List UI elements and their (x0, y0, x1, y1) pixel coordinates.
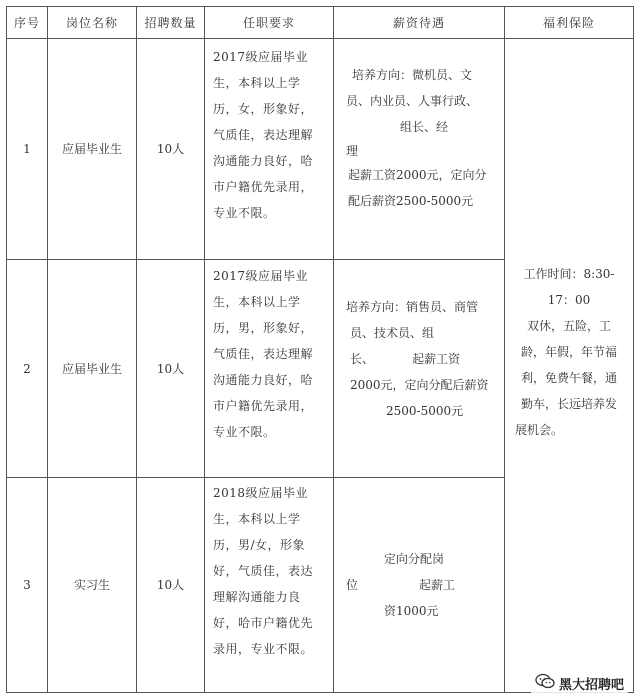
benefits-line: 利，免费午餐，通 (520, 371, 617, 385)
row2-number: 2 (23, 361, 31, 376)
salary-line: 起薪工资2000元，定向分 (348, 168, 487, 182)
row2-count: 10人 (156, 361, 185, 376)
recruitment-table (6, 6, 634, 693)
header-requirements: 任职要求 (242, 16, 295, 30)
row3-number: 3 (23, 578, 31, 592)
row3-salary (342, 546, 504, 636)
benefits-line: 工作时间：8:30- (523, 267, 615, 281)
header-count: 招聘数量 (144, 16, 197, 30)
req-line: 2017级应届毕业 (213, 269, 309, 283)
salary-line: 员、内业员、人事行政、 (346, 94, 479, 108)
row1-salary (346, 62, 504, 252)
req-line: 专业不限。 (213, 206, 276, 220)
benefits-line: 展机会。 (515, 423, 564, 437)
watermark (531, 671, 628, 695)
benefits-line: 17：00 (547, 293, 591, 307)
req-line: 理解沟通能力良 (213, 590, 301, 604)
req-line: 录用，专业不限。 (213, 642, 314, 656)
salary-line: 位 起薪工 (346, 578, 456, 592)
req-line: 生，本科以上学 (213, 76, 301, 90)
req-line: 历，男/女，形象 (213, 538, 306, 552)
watermark-text: 黑大招聘吧 (558, 677, 624, 693)
row3-requirements (205, 480, 333, 692)
header-benefits: 福利保险 (542, 16, 595, 30)
benefits-cell (505, 261, 633, 481)
row2-requirements (205, 263, 333, 477)
req-line: 2017级应届毕业 (213, 50, 309, 64)
row1-number: 1 (23, 142, 31, 156)
salary-line: 资1000元 (384, 604, 439, 618)
benefits-line: 勤车，长远培养发 (520, 397, 617, 411)
salary-line: 2500-5000元 (386, 404, 464, 418)
row1-count: 10人 (156, 142, 185, 156)
salary-line: 培养方向：销售员、商管 (346, 300, 479, 314)
row3-count: 10人 (156, 578, 185, 592)
req-line: 市户籍优先录用， (213, 399, 314, 413)
row3-position: 实习生 (73, 578, 110, 592)
salary-line: 配后薪资2500-5000元 (348, 194, 474, 208)
salary-line: 组长、经 (400, 120, 449, 134)
req-line: 市户籍优先录用， (213, 180, 314, 194)
req-line: 好，哈市户籍优先 (213, 616, 314, 630)
req-line: 历，男，形象好， (213, 321, 314, 335)
salary-line: 理 (346, 144, 359, 158)
benefits-line: 龄，年假，年节福 (520, 345, 617, 359)
header-salary: 薪资待遇 (392, 16, 445, 30)
salary-line: 定向分配岗 (384, 552, 445, 566)
req-line: 沟通能力良好，哈 (213, 154, 314, 168)
req-line: 2018级应届毕业 (213, 486, 309, 500)
req-line: 专业不限。 (213, 425, 276, 439)
req-line: 沟通能力良好，哈 (213, 373, 314, 387)
wechat-icon (535, 673, 559, 693)
req-line: 气质佳，表达理解 (213, 128, 314, 142)
req-line: 生，本科以上学 (213, 512, 301, 526)
req-line: 历，女，形象好， (213, 102, 314, 116)
row2-position: 应届毕业生 (61, 361, 122, 376)
salary-line: 员、技术员、组 (350, 326, 435, 340)
header-position: 岗位名称 (65, 16, 118, 30)
benefits-line: 双休，五险，工 (526, 319, 611, 333)
req-line: 生，本科以上学 (213, 295, 301, 309)
row2-salary (346, 294, 504, 444)
table-border-right (633, 6, 634, 693)
req-line: 气质佳，表达理解 (213, 347, 314, 361)
salary-line: 长、 起薪工资 (350, 352, 461, 366)
req-line: 好，气质佳，表达 (213, 564, 314, 578)
column-divider-4 (333, 6, 334, 693)
row1-requirements (205, 44, 333, 259)
row1-position: 应届毕业生 (61, 142, 122, 156)
salary-line: 培养方向：微机员、文 (352, 68, 473, 82)
header-number: 序号 (13, 16, 40, 30)
salary-line: 2000元，定向分配后薪资 (350, 378, 489, 392)
